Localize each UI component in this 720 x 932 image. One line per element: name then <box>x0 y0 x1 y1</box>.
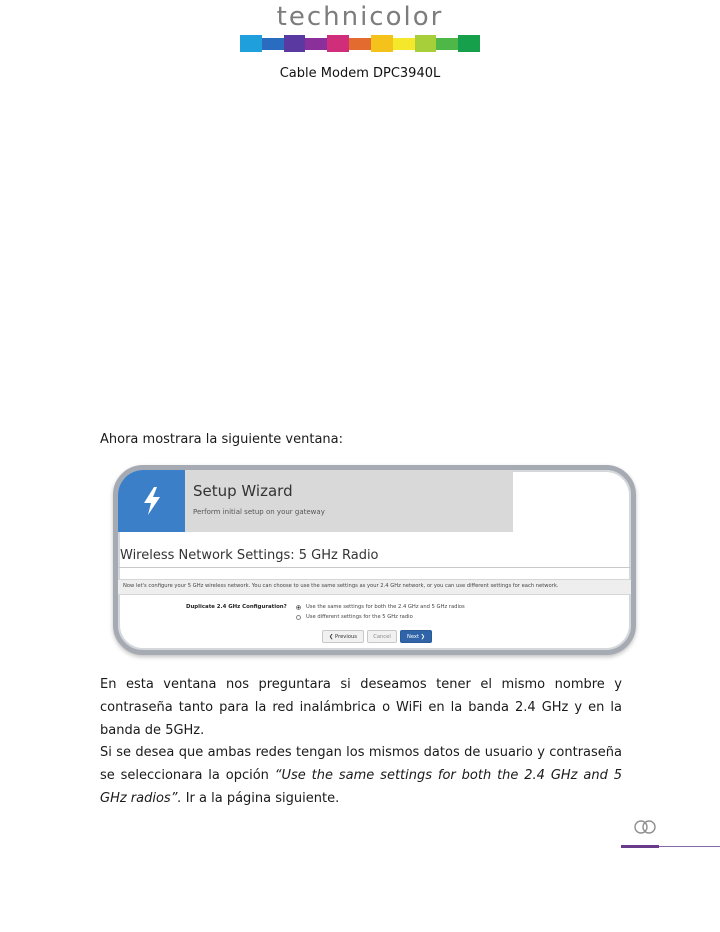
instruction-text-start: Si se desea que ambas redes tengan los mismos datos de usuario y contraseña se seleccionara la opción <box>100 745 622 783</box>
brand-stripe <box>284 35 306 52</box>
brand-stripe <box>262 38 284 50</box>
explanation-paragraph: En esta ventana nos preguntara si deseamos tener el mismo nombre y contraseña tanto para la red inalámbrica o WiFi en la banda 2.4 GHz y en la banda de 5GHz. <box>100 677 622 738</box>
brand-stripe <box>458 35 480 52</box>
brand-stripe <box>305 38 327 50</box>
wizard-title-box <box>185 470 513 532</box>
brand-color-bar <box>240 35 480 52</box>
lightning-bolt-icon <box>141 486 163 516</box>
document-title: Cable Modem DPC3940L <box>279 66 441 81</box>
brand-stripe <box>436 38 458 50</box>
brand-stripe <box>371 35 393 52</box>
info-text: Now let's configure your 5 GHz wireless network. You can choose to use the same settings as your 2.4 GHz network, or you can use different settings for each network. <box>123 583 559 589</box>
option-same-label: Use the same settings for both the 2.4 GHz and 5 GHz radios <box>306 604 465 610</box>
instruction-paragraph <box>100 741 622 810</box>
section-title: Wireless Network Settings: 5 GHz Radio <box>120 548 379 563</box>
cancel-button[interactable]: Cancel <box>367 630 397 643</box>
instruction-text-end: Ir a la página siguiente. <box>181 791 340 806</box>
previous-button[interactable]: ❮ Previous <box>322 630 364 643</box>
brand-stripe <box>393 38 415 50</box>
footer-logo-icon <box>633 819 657 835</box>
duplicate-config-label: Duplicate 2.4 GHz Configuration? <box>186 604 287 610</box>
brand-logo-text: technicolor <box>276 2 444 32</box>
wizard-title: Setup Wizard <box>193 482 293 500</box>
brand-stripe <box>415 35 437 52</box>
info-row <box>118 579 631 595</box>
instruction-option-quote: “Use the same settings for both the 2.4 GHz and 5 GHz radios”. <box>100 768 622 806</box>
intro-paragraph: Ahora mostrara la siguiente ventana: <box>100 432 344 447</box>
footer-rule <box>659 846 720 847</box>
option-same-settings[interactable] <box>296 604 465 610</box>
setup-wizard-screenshot <box>113 465 636 655</box>
wizard-icon-box <box>118 470 185 532</box>
wizard-header <box>118 470 513 532</box>
footer-rule-accent <box>621 845 659 848</box>
radio-different-settings[interactable] <box>296 615 301 620</box>
option-different-settings[interactable] <box>296 614 413 620</box>
wizard-subtitle: Perform initial setup on your gateway <box>193 508 325 516</box>
brand-stripe <box>327 35 349 52</box>
brand-stripe <box>349 38 371 50</box>
radio-same-settings[interactable] <box>296 605 301 610</box>
next-button[interactable]: Next ❯ <box>400 630 432 643</box>
section-divider <box>118 567 631 568</box>
option-different-label: Use different settings for the 5 GHz radio <box>306 614 413 620</box>
brand-stripe <box>240 35 262 52</box>
